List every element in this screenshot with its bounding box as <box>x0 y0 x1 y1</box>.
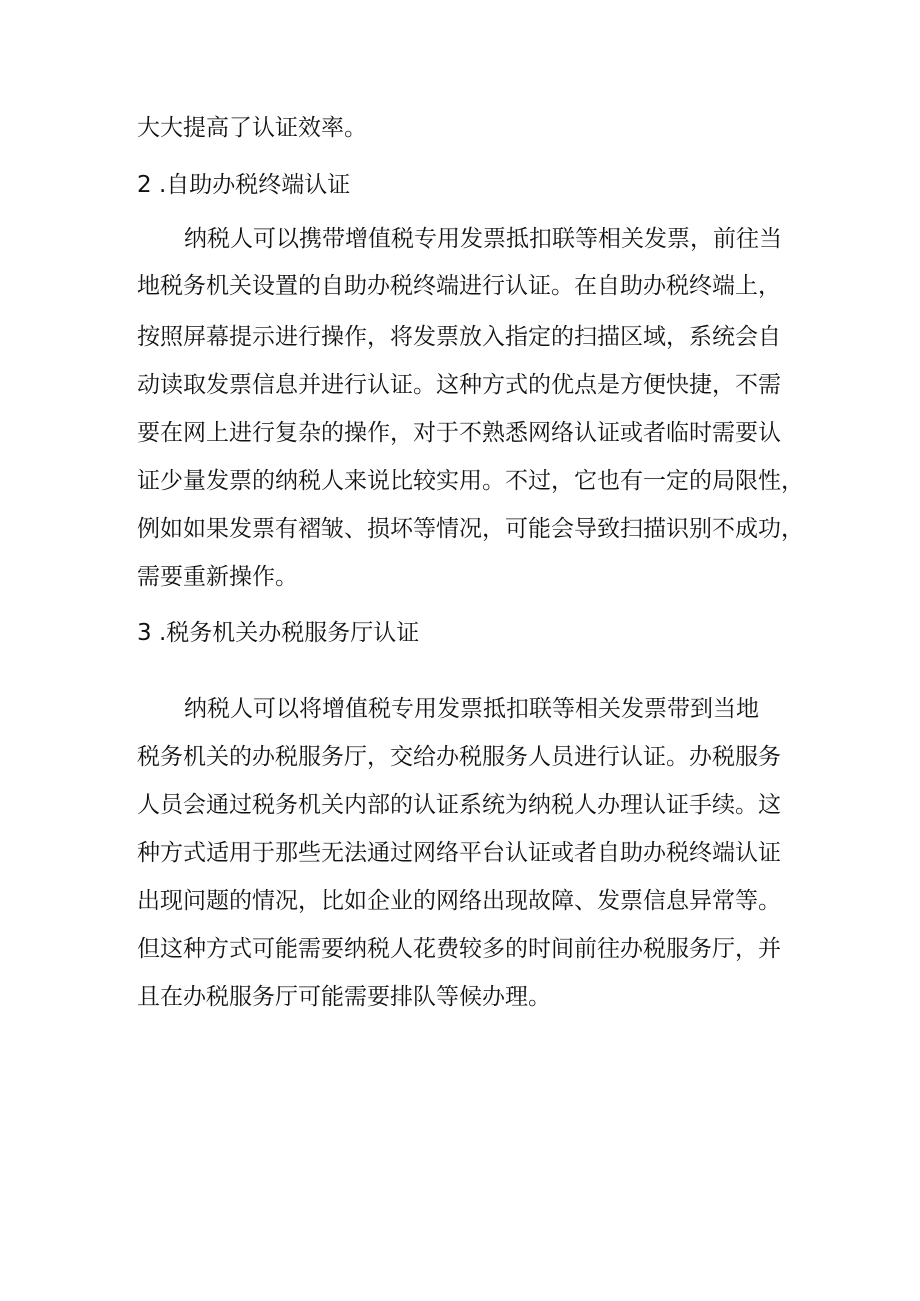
paragraph-line: 种方式适用于那些无法通过网络平台认证或者自助办税终端认证 <box>137 840 781 866</box>
paragraph-line: 证少量发票的纳税人来说比较实用。不过，它也有一定的局限性， <box>137 468 804 494</box>
paragraph-line: 按照屏幕提示进行操作，将发票放入指定的扫描区域，系统会自 <box>137 324 781 350</box>
paragraph-line: 例如如果发票有褶皱、损坏等情况，可能会导致扫描识别不成功， <box>137 516 804 542</box>
paragraph-line: 动读取发票信息并进行认证。这种方式的优点是方便快捷，不需 <box>137 372 781 398</box>
paragraph-intro-tail: 大大提高了认证效率。 <box>137 115 367 141</box>
paragraph-line: 但这种方式可能需要纳税人花费较多的时间前往办税服务厅，并 <box>137 936 781 962</box>
paragraph-line: 出现问题的情况，比如企业的网络出现故障、发票信息异常等。 <box>137 888 781 914</box>
paragraph-line: 纳税人可以携带增值税专用发票抵扣联等相关发票，前往当 <box>184 226 782 252</box>
paragraph-line: 人员会通过税务机关内部的认证系统为纳税人办理认证手续。这 <box>137 792 781 818</box>
paragraph-line: 要在网上进行复杂的操作，对于不熟悉网络认证或者临时需要认 <box>137 420 781 446</box>
paragraph-line: 且在办税服务厅可能需要排队等候办理。 <box>137 984 551 1010</box>
section-2-heading: 2 .自助办税终端认证 <box>137 172 351 198</box>
paragraph-line: 税务机关的办税服务厅，交给办税服务人员进行认证。办税服务 <box>137 744 781 770</box>
paragraph-line: 纳税人可以将增值税专用发票抵扣联等相关发票带到当地 <box>184 696 759 722</box>
paragraph-line: 需要重新操作。 <box>137 564 298 590</box>
paragraph-line: 地税务机关设置的自助办税终端进行认证。在自助办税终端上， <box>137 273 781 299</box>
section-3-heading: 3 .税务机关办税服务厅认证 <box>137 620 420 646</box>
